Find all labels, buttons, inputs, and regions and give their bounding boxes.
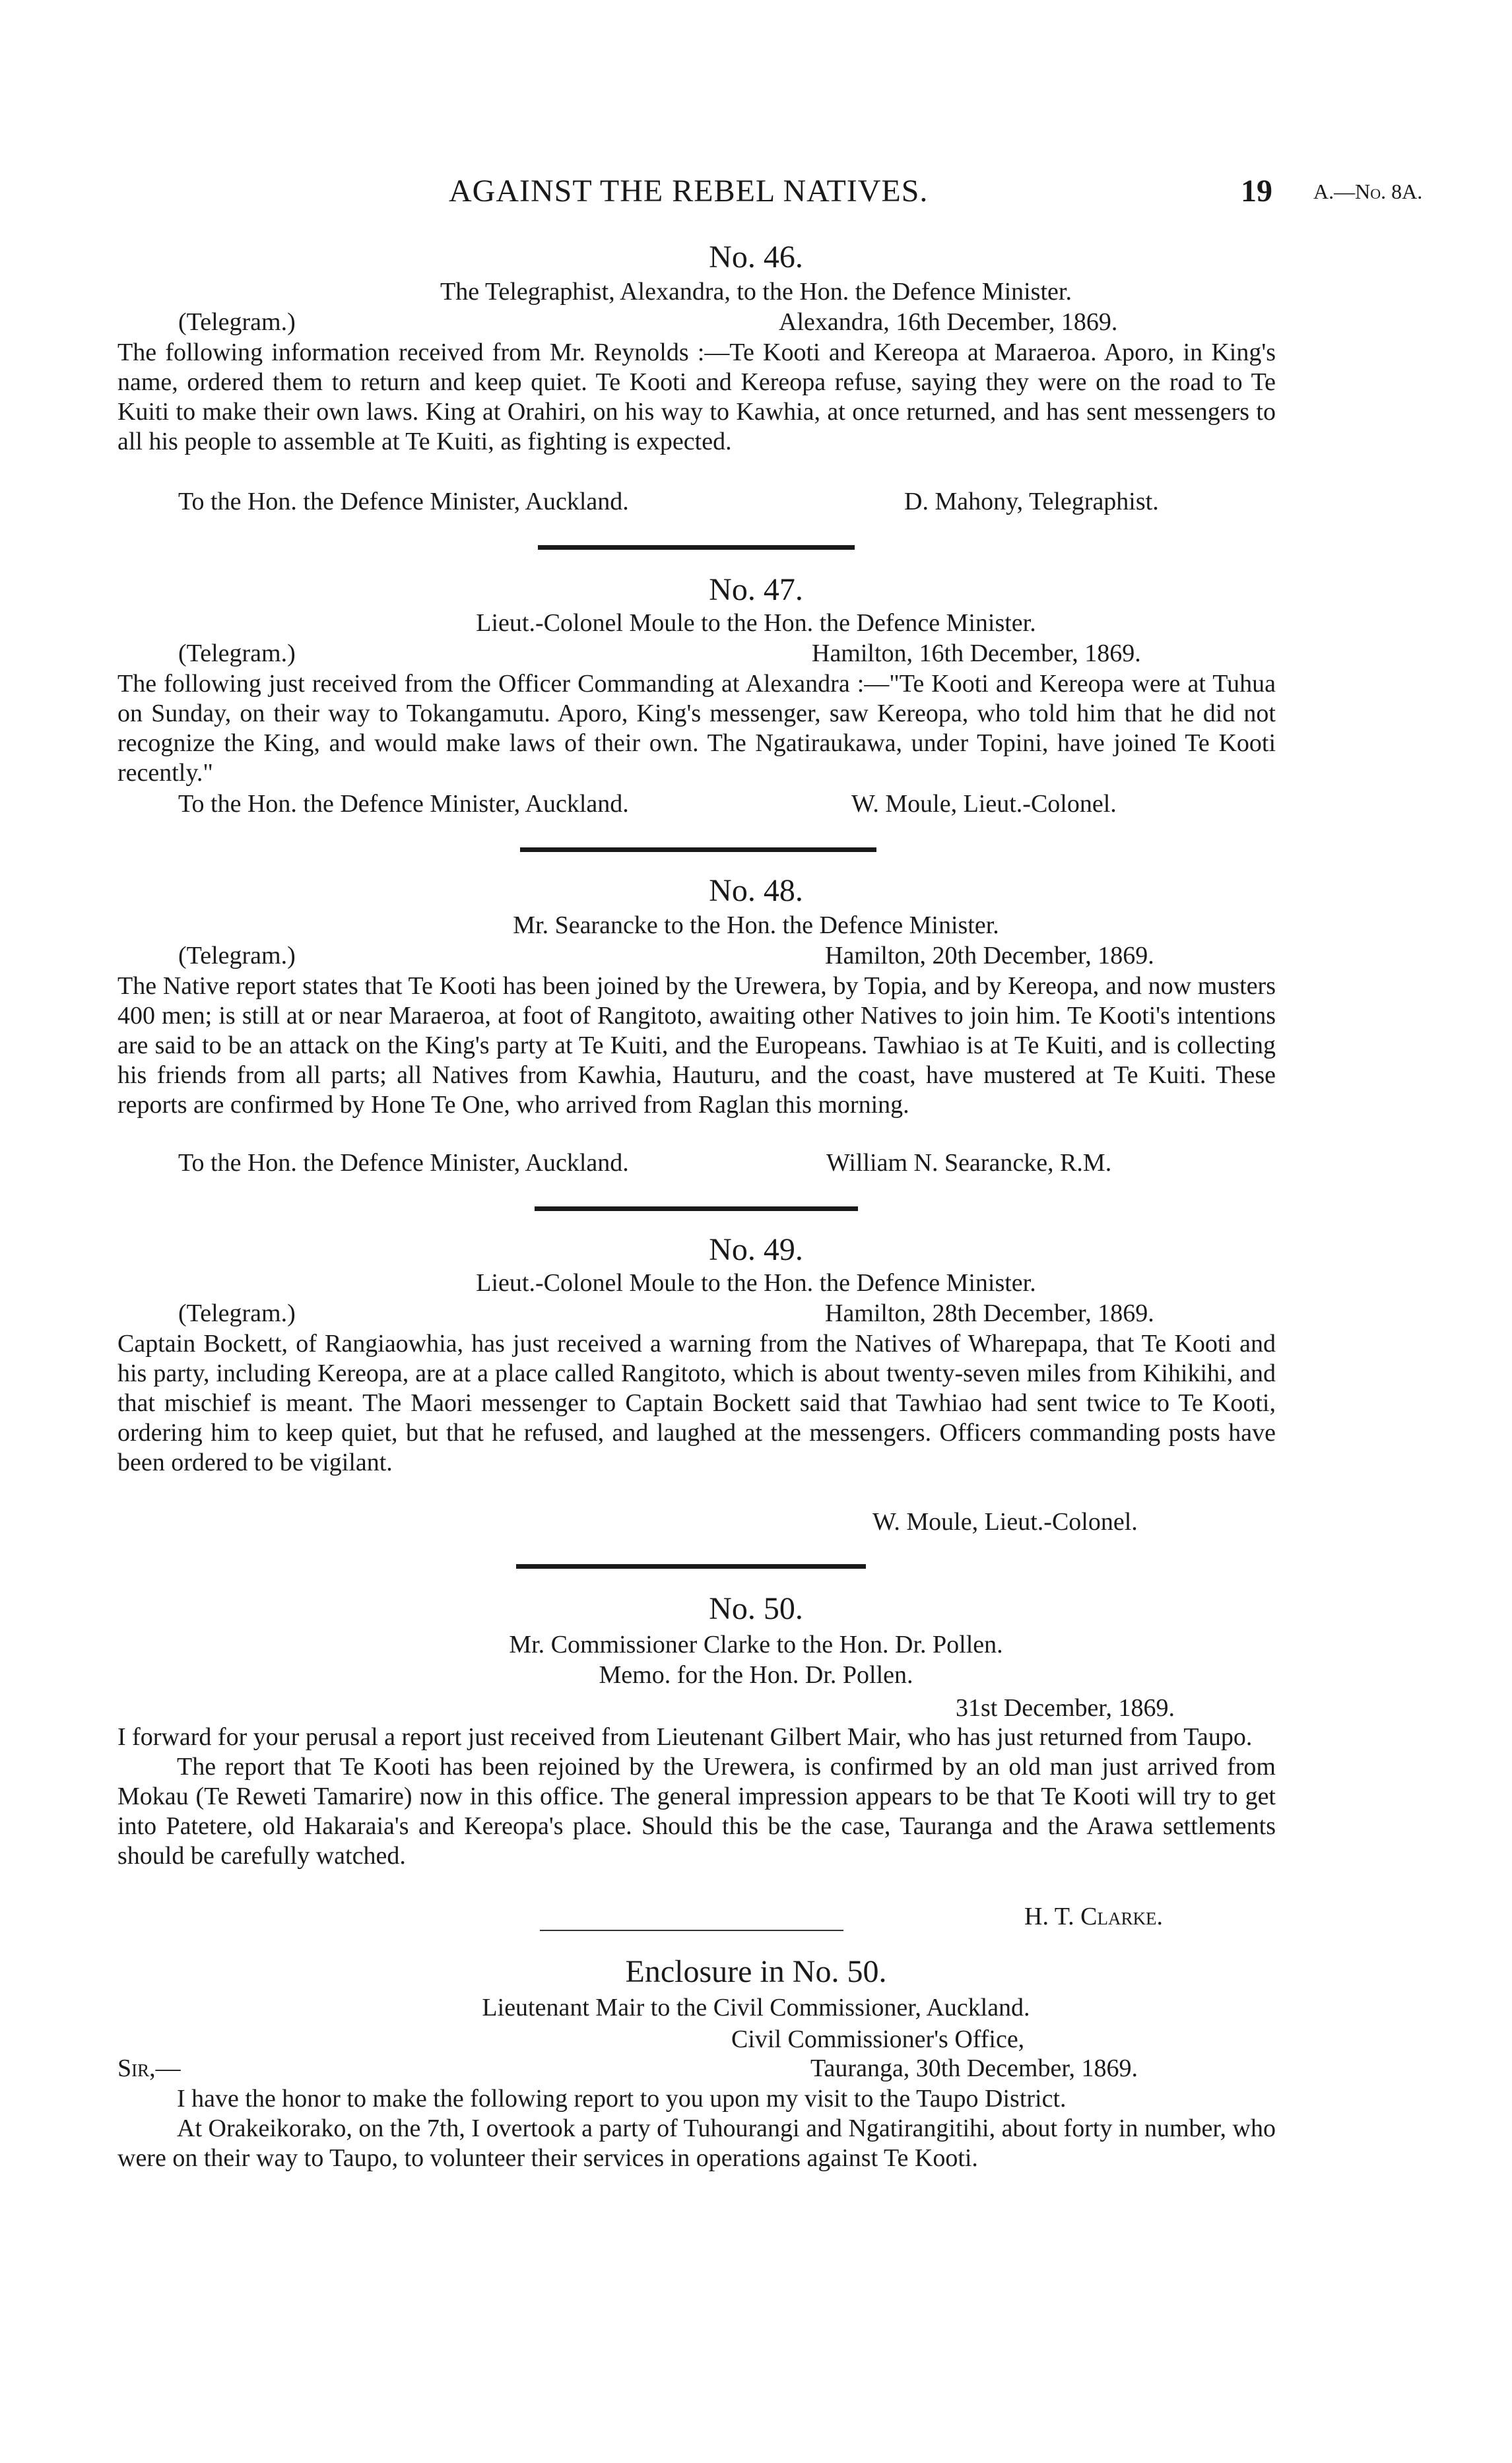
- section-49-place-date: Hamilton, 28th December, 1869.: [825, 1299, 1154, 1327]
- section-50-from: Mr. Commissioner Clarke to the Hon. Dr. Pollen.: [509, 1631, 1003, 1658]
- section-49-from: Lieut.-Colonel Moule to the Hon. the Defence Minister.: [476, 1269, 1036, 1297]
- section-48-paragraph: The Native report states that Te Kooti has been joined by the Urewera, by Topia, and by Kereopa, and now musters 400 men; is still at or near Maraeroa, at foot of Rangitoto, awaiting other Natives to join him. Te Kooti's intentions are said to be an attack on the King's party at Te Kuiti, and the Europeans. Tawhiao is at Te Kuiti, and is collecting his friends from all parts; all Natives from Kawhia, Hauturu, and the coast, have mustered at Te Kuiti. These reports are confirmed by Hone Te One, who arrived from Raglan this morning.: [117, 972, 1276, 1119]
- section-46-place-date: Alexandra, 16th December, 1869.: [779, 308, 1118, 336]
- enclosure-office: Civil Commissioner's Office,: [731, 2025, 1025, 2053]
- section-50-signature: H. T. Clarke.: [1024, 1903, 1163, 1930]
- running-title: AGAINST THE REBEL NATIVES.: [449, 174, 929, 209]
- section-47-body: [117, 669, 1276, 788]
- section-47-type: (Telegram.): [178, 640, 296, 667]
- section-48-body: [117, 971, 1276, 1120]
- section-49-paragraph: Captain Bockett, of Rangiaowhia, has just received a warning from the Natives of Wharepapa, that Te Kooti and his party, including Kereopa, are at a place called Rangitoto, which is about twenty-seven miles from Kihikihi, and that mischief is meant. The Maori messenger to Captain Bockett said that Tawhiao had sent twice to Te Kooti, ordering him to keep quiet, but that he refused, and laughed at the messengers. Officers commanding posts have been ordered to be vigilant.: [117, 1330, 1276, 1476]
- section-46-number: No. 46.: [709, 240, 803, 275]
- section-divider: [535, 1206, 858, 1211]
- section-46-body: [117, 338, 1276, 457]
- section-46-type: (Telegram.): [178, 308, 296, 336]
- section-48-from: Mr. Searancke to the Hon. the Defence Minister.: [513, 911, 999, 939]
- section-48-type: (Telegram.): [178, 942, 296, 969]
- section-48-to: To the Hon. the Defence Minister, Auckland.: [178, 1149, 629, 1177]
- section-48-number: No. 48.: [709, 873, 803, 908]
- enclosure-salutation: Sir,—: [117, 2054, 181, 2082]
- section-50-paragraph-1: I forward for your perusal a report just received from Lieutenant Gilbert Mair, who has just returned from Taupo.: [117, 1723, 1253, 1751]
- section-46-to: To the Hon. the Defence Minister, Auckland.: [178, 488, 629, 515]
- section-50-memo: Memo. for the Hon. Dr. Pollen.: [599, 1661, 913, 1689]
- section-50-body: [117, 1723, 1276, 1871]
- section-49-signature: W. Moule, Lieut.-Colonel.: [872, 1508, 1138, 1536]
- section-50-paragraph-2: The report that Te Kooti has been rejoined by the Urewera, is confirmed by an old man just arrived from Mokau (Te Reweti Tamarire) now in this office. The general impression appears to be that Te Kooti will try to get into Patetere, old Hakaraia's and Kereopa's place. Should this be the case, Tauranga and the Arawa settlements should be carefully watched.: [117, 1753, 1276, 1870]
- paper-reference: A.—No. 8A.: [1313, 180, 1423, 203]
- section-divider: [516, 1564, 866, 1569]
- enclosure-from: Lieutenant Mair to the Civil Commissioner, Auckland.: [482, 1994, 1030, 2021]
- section-49-number: No. 49.: [709, 1232, 803, 1267]
- section-46-signature: D. Mahony, Telegraphist.: [904, 488, 1159, 515]
- page-number: 19: [1241, 174, 1272, 209]
- section-divider: [520, 847, 876, 852]
- section-50-number: No. 50.: [709, 1591, 803, 1626]
- section-47-paragraph: The following just received from the Officer Commanding at Alexandra :—"Te Kooti and Kereopa were at Tuhua on Sunday, on their way to Tokangamutu. Aporo, King's messenger, saw Kereopa, who told him that he did not recognize the King, and would make laws of their own. The Ngatiraukawa, under Topini, have joined Te Kooti recently.": [117, 670, 1276, 787]
- enclosure-number: Enclosure in No. 50.: [625, 1954, 887, 1989]
- section-46-from: The Telegraphist, Alexandra, to the Hon. the Defence Minister.: [440, 278, 1072, 306]
- section-47-signature: W. Moule, Lieut.-Colonel.: [851, 790, 1117, 818]
- section-divider: [540, 1930, 843, 1931]
- section-49-body: [117, 1329, 1276, 1478]
- section-47-number: No. 47.: [709, 572, 803, 607]
- enclosure-paragraph-1: I have the honor to make the following report to you upon my visit to the Taupo District.: [177, 2085, 1067, 2113]
- section-47-from: Lieut.-Colonel Moule to the Hon. the Defence Minister.: [476, 609, 1036, 637]
- enclosure-body: [117, 2084, 1276, 2173]
- section-47-to: To the Hon. the Defence Minister, Auckland.: [178, 790, 629, 818]
- section-49-type: (Telegram.): [178, 1299, 296, 1327]
- section-48-signature: William N. Searancke, R.M.: [826, 1149, 1112, 1177]
- section-47-place-date: Hamilton, 16th December, 1869.: [812, 640, 1141, 667]
- enclosure-place-date: Tauranga, 30th December, 1869.: [810, 2054, 1138, 2082]
- enclosure-paragraph-2: At Orakeikorako, on the 7th, I overtook a party of Tuhourangi and Ngatirangitihi, about forty in number, who were on their way to Taupo, to volunteer their services in operations against Te Kooti.: [117, 2115, 1276, 2172]
- section-46-paragraph: The following information received from Mr. Reynolds :—Te Kooti and Kereopa at Maraeroa. Aporo, in King's name, ordered them to return and keep quiet. Te Kooti and Kereopa refuse, saying they were on the road to Te Kuiti to make their own laws. King at Orahiri, on his way to Kawhia, at once returned, and has sent messengers to all his people to assemble at Te Kuiti, as fighting is expected.: [117, 339, 1276, 455]
- section-50-date: 31st December, 1869.: [956, 1694, 1175, 1722]
- section-divider: [538, 545, 855, 550]
- section-48-place-date: Hamilton, 20th December, 1869.: [825, 942, 1154, 969]
